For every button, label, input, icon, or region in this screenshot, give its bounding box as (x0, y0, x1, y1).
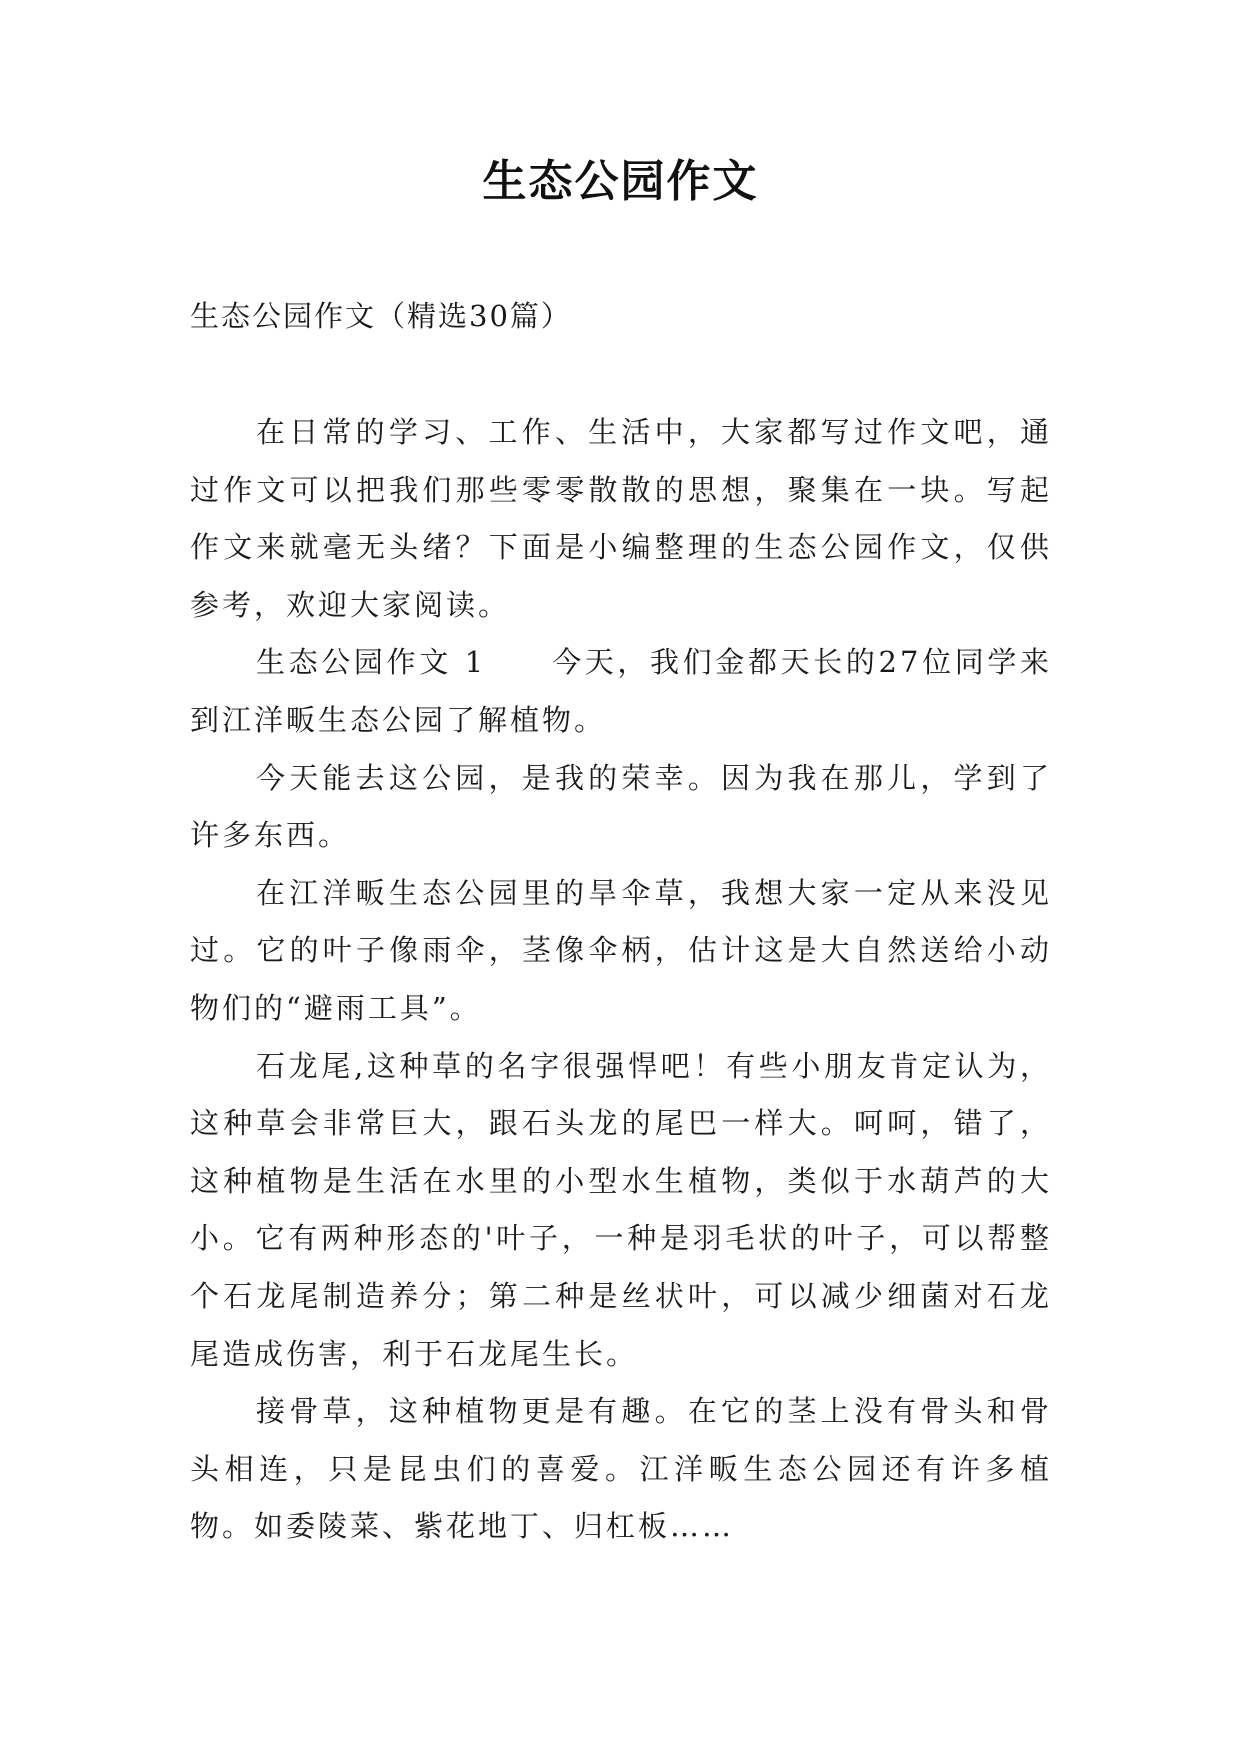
paragraph: 石龙尾,这种草的名字很强悍吧！有些小朋友肯定认为，这种草会非常巨大，跟石头龙的尾巴一样大。呵呵，错了，这种植物是生活在水里的小型水生植物，类似于水葫芦的大小。它有两种形态的'叶子，一种是羽毛状的叶子，可以帮整个石龙尾制造养分；第二种是丝状叶，可以减少细菌对石龙尾造成伤害，利于石龙尾生长。 (190, 1048, 1052, 1371)
paragraph: 接骨草，这种植物更是有趣。在它的茎上没有骨头和骨头相连，只是昆虫们的喜爱。江洋畈生态公园还有许多植物。如委陵菜、紫花地丁、归杠板…… (190, 1394, 1052, 1544)
paragraph: 生态公园作文 1 今天，我们金都天长的27位同学来到江洋畈生态公园了解植物。 (190, 645, 1052, 737)
document-subtitle: 生态公园作文（精选30篇） (190, 299, 572, 333)
document-title: 生态公园作文 (482, 156, 759, 207)
document-body (190, 404, 1052, 1556)
paragraph: 今天能去这公园，是我的荣幸。因为我在那儿，学到了许多东西。 (190, 760, 1052, 853)
paragraph: 在江洋畈生态公园里的旱伞草，我想大家一定从来没见过。它的叶子像雨伞，茎像伞柄，估计这是大自然送给小动物们的“避雨工具”。 (190, 875, 1052, 1025)
paragraph: 在日常的学习、工作、生活中，大家都写过作文吧，通过作文可以把我们那些零零散散的思想，聚集在一块。写起作文来就毫无头绪？下面是小编整理的生态公园作文，仅供参考，欢迎大家阅读。 (190, 415, 1052, 622)
